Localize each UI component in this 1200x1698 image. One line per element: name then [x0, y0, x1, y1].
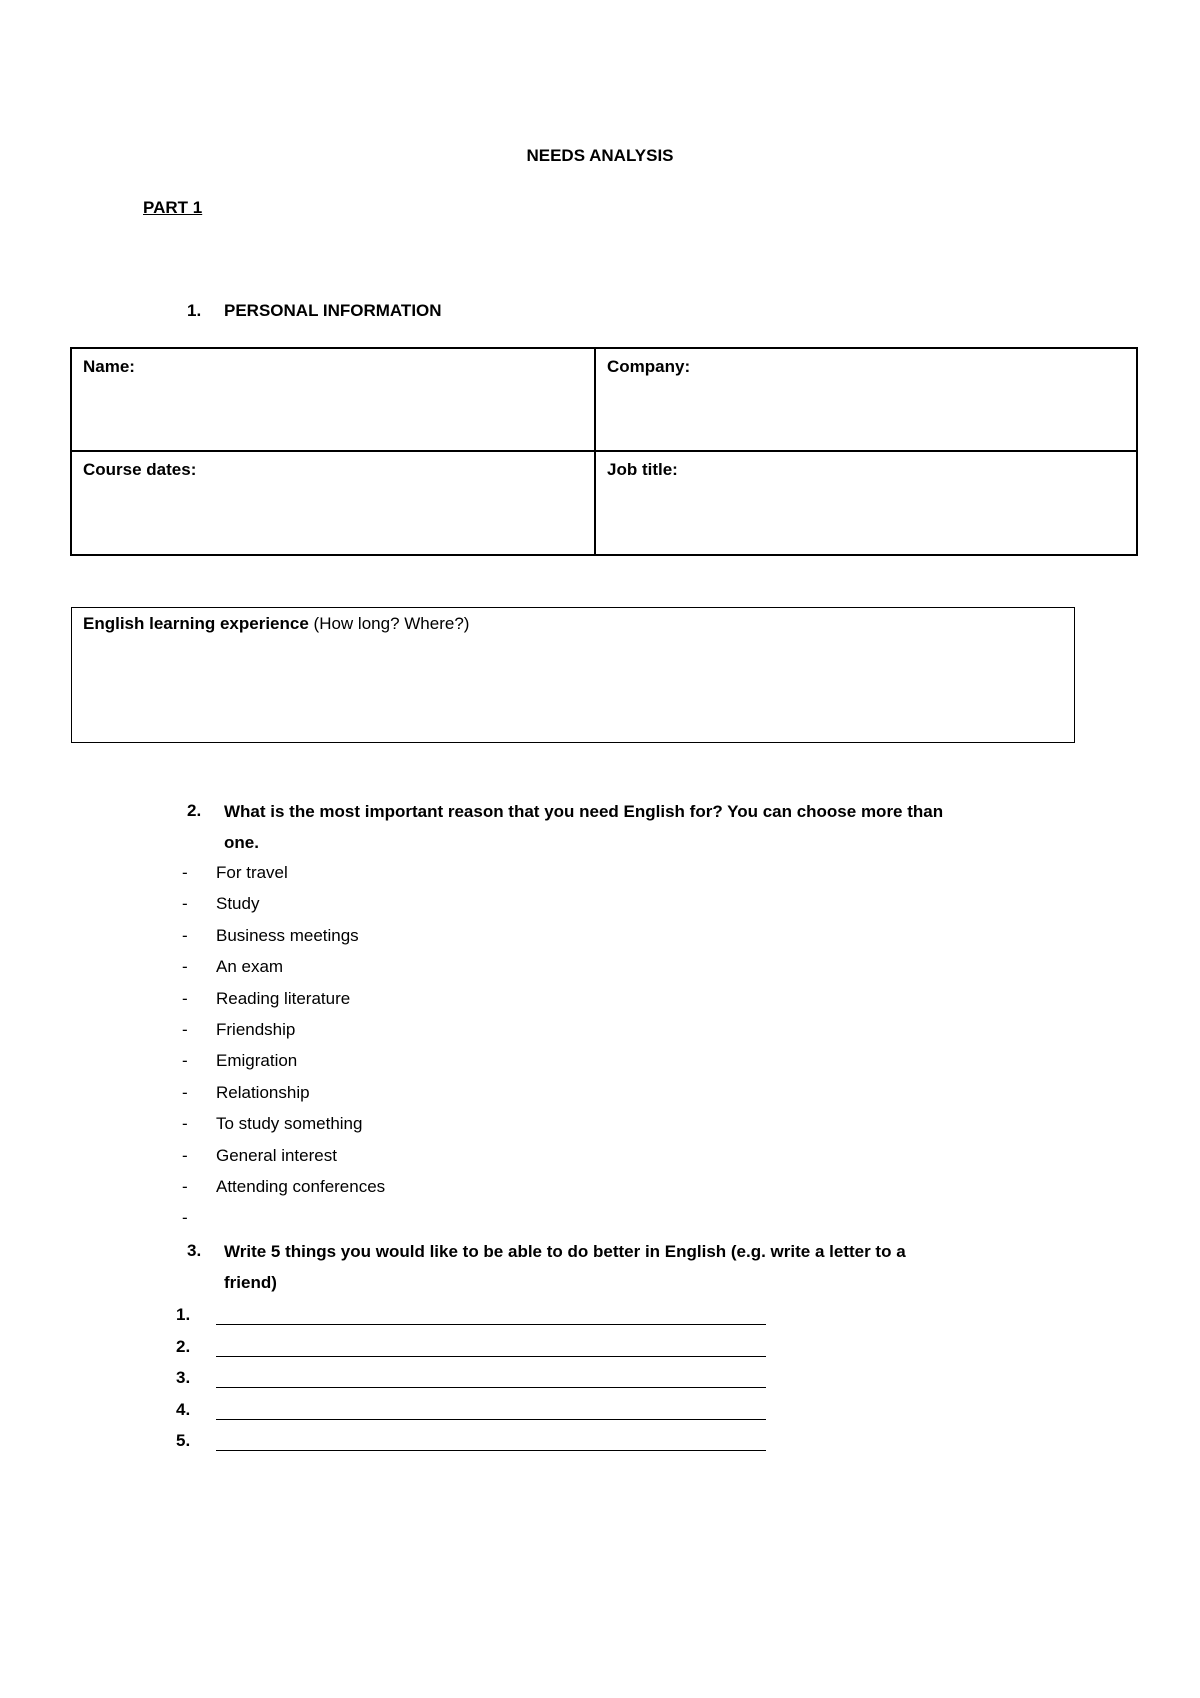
section1-heading: PERSONAL INFORMATION: [224, 301, 442, 320]
section3-question: [224, 1236, 1104, 1298]
answer-line-number: 4.: [176, 1399, 191, 1419]
company-label: Company:: [607, 357, 691, 376]
reason-option[interactable]: [182, 1077, 385, 1108]
section1-number: 1.: [187, 301, 202, 320]
reason-option-label: General interest: [216, 1145, 337, 1165]
section2-question-line1: What is the most important reason that you need English for? You can choose more than: [224, 802, 944, 821]
bullet-dash: -: [182, 957, 188, 977]
bullet-dash: -: [182, 988, 188, 1008]
bullet-dash: -: [182, 1019, 188, 1039]
name-field[interactable]: [71, 348, 595, 451]
bullet-dash: -: [182, 1082, 188, 1102]
reason-option[interactable]: [182, 983, 385, 1014]
reason-option-label: Reading literature: [216, 988, 351, 1008]
reason-option[interactable]: [182, 1140, 385, 1171]
document-title: NEEDS ANALYSIS: [526, 146, 674, 165]
reason-option-label: To study something: [216, 1114, 363, 1134]
experience-hint: (How long? Where?): [308, 614, 470, 633]
job-title-field[interactable]: [595, 451, 1137, 555]
reason-option[interactable]: [182, 1171, 385, 1202]
course-dates-label: Course dates:: [83, 460, 197, 479]
reasons-list: [182, 857, 385, 1234]
section2-question: [224, 796, 1104, 858]
reason-option[interactable]: [182, 951, 385, 982]
reason-option[interactable]: [182, 1014, 385, 1045]
reason-option-label: Relationship: [216, 1082, 310, 1102]
reason-option[interactable]: [182, 920, 385, 951]
answer-blank[interactable]: [216, 1306, 766, 1325]
bullet-dash: -: [182, 894, 188, 914]
reason-option-label: Emigration: [216, 1051, 298, 1071]
reason-option-label: Study: [216, 894, 260, 914]
bullet-dash: -: [182, 925, 188, 945]
answer-line-number: 2.: [176, 1336, 191, 1356]
bullet-dash: -: [182, 1051, 188, 1071]
course-dates-field[interactable]: [71, 451, 595, 555]
experience-box[interactable]: [71, 607, 1075, 743]
section3-question-line1: Write 5 things you would like to be able to do better in English (e.g. write a letter to a: [224, 1242, 906, 1261]
reason-option[interactable]: [182, 1045, 385, 1076]
answer-line: [176, 1362, 766, 1394]
section2-question-line2: one.: [224, 833, 259, 852]
reason-option-label: Business meetings: [216, 925, 359, 945]
bullet-dash: -: [182, 863, 188, 882]
name-label: Name:: [83, 357, 135, 376]
answer-line-number: 1.: [176, 1305, 191, 1324]
answer-lines: [176, 1299, 766, 1457]
answer-line-number: 5.: [176, 1431, 191, 1450]
answer-line-number: 3.: [176, 1368, 191, 1387]
bullet-dash: -: [182, 1208, 188, 1228]
answer-blank[interactable]: [216, 1338, 766, 1357]
personal-info-table: [70, 347, 1138, 556]
company-field[interactable]: [595, 348, 1137, 451]
reason-option[interactable]: [182, 888, 385, 919]
answer-line: [176, 1299, 766, 1331]
reason-option-label: Attending conferences: [216, 1176, 386, 1196]
section3-number: 3.: [187, 1241, 202, 1260]
bullet-dash: -: [182, 1145, 188, 1165]
answer-line: [176, 1425, 766, 1457]
bullet-dash: -: [182, 1114, 188, 1134]
reason-option[interactable]: [182, 1108, 385, 1139]
job-title-label: Job title:: [607, 460, 678, 479]
answer-blank[interactable]: [216, 1369, 766, 1388]
answer-line: [176, 1394, 766, 1426]
reason-option-label: For travel: [216, 863, 288, 882]
part-heading: PART 1: [143, 198, 203, 217]
reason-option[interactable]: [182, 857, 385, 888]
bullet-dash: -: [182, 1176, 188, 1196]
reason-option-label: An exam: [216, 957, 284, 977]
section2-number: 2.: [187, 801, 202, 820]
reason-option[interactable]: [182, 1202, 385, 1233]
answer-line: [176, 1331, 766, 1363]
section3-question-line2: friend): [224, 1273, 277, 1292]
answer-blank[interactable]: [216, 1401, 766, 1420]
answer-blank[interactable]: [216, 1432, 766, 1451]
reason-option-label: Friendship: [216, 1019, 296, 1039]
experience-label: English learning experience: [83, 614, 309, 633]
